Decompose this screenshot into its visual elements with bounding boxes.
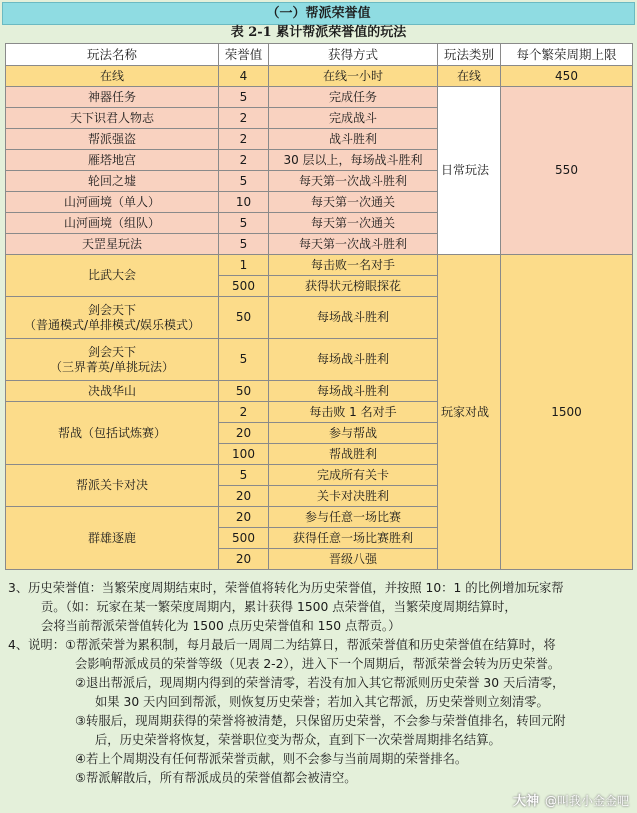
row-method: 帮战胜利 [269,444,438,465]
row-name: 在线 [6,66,219,87]
row-name: 山河画境（组队） [6,213,219,234]
row-method: 每击败 1 名对手 [269,402,438,423]
row-method: 每场战斗胜利 [269,381,438,402]
row-name [6,339,219,381]
row-method: 每场战斗胜利 [269,339,438,381]
table-title: 表 2-1 累计帮派荣誉值的玩法 [230,25,407,40]
header-category: 玩法类别 [438,44,501,66]
watermark-handle: @叫我小金金吧 [544,794,629,808]
row-value: 100 [219,444,269,465]
row-value: 20 [219,423,269,444]
limit-pvp: 1500 [501,255,633,570]
row-method: 关卡对决胜利 [269,486,438,507]
row-method: 完成任务 [269,87,438,108]
row-name: 山河画境（单人） [6,192,219,213]
row-name-line2: （三界菁英/单挑玩法） [49,359,175,374]
row-method: 参与帮战 [269,423,438,444]
row-method: 完成战斗 [269,108,438,129]
table-row [6,66,633,87]
row-name: 雁塔地宫 [6,150,219,171]
row-method: 每天第一次通关 [269,213,438,234]
note-3-line2: 贡。（如：玩家在某一繁荣度周期内，累计获得 1500 点荣誉值，当繁荣度周期结算时， [41,600,517,614]
row-value: 1 [219,255,269,276]
note-4-3-line1: ③转服后，现周期获得的荣誉将被清楚，只保留历史荣誉，不会参与荣誉值排名，转回元附 [75,714,566,728]
note-4-3-line2: 后，历史荣誉将恢复，荣誉职位变为帮众，直到下一次荣誉周期排名结算。 [95,733,501,747]
notes [8,579,632,788]
row-value: 5 [219,339,269,381]
header-value: 荣誉值 [219,44,269,66]
row-name: 帮派强盗 [6,129,219,150]
row-method: 晋级八强 [269,549,438,570]
note-3-line3: 会将当前帮派荣誉值转化为 1500 点历史荣誉值和 150 点帮贡。） [41,619,401,633]
row-method: 获得任意一场比赛胜利 [269,528,438,549]
row-value: 10 [219,192,269,213]
row-name: 天罡星玩法 [6,234,219,255]
row-method: 每天第一次通关 [269,192,438,213]
row-value: 50 [219,297,269,339]
row-method: 完成所有关卡 [269,465,438,486]
table-row [6,87,633,108]
row-value: 2 [219,129,269,150]
row-method: 在线一小时 [269,66,438,87]
row-value: 5 [219,234,269,255]
row-name: 比武大会 [6,255,219,297]
table-row [6,255,633,276]
note-3-line1: 3、历史荣誉值：当繁荣度周期结束时，荣誉值将转化为历史荣誉值，并按照 10：1 的比例增加玩家帮 [8,581,564,595]
row-category: 在线 [438,66,501,87]
row-method: 战斗胜利 [269,129,438,150]
category-pvp: 玩家对战 [438,255,501,570]
row-name: 天下识君人物志 [6,108,219,129]
category-daily: 日常玩法 [438,87,501,255]
row-method: 每击败一名对手 [269,255,438,276]
note-4-4: ④若上个周期没有任何帮派荣誉贡献，则不会参与当前周期的荣誉排名。 [75,752,468,766]
section-title: （一）帮派荣誉值 [2,2,635,25]
row-name: 群雄逐鹿 [6,507,219,570]
row-value: 2 [219,150,269,171]
row-value: 500 [219,528,269,549]
row-name: 轮回之墟 [6,171,219,192]
row-name-line1: 剑会天下 [87,344,136,359]
note-4-line2: 会影响帮派成员的荣誉等级（见表 2-2），进入下一个周期后，帮派荣誉会转为历史荣誉。 [75,657,561,671]
row-value: 4 [219,66,269,87]
row-name-line2: （普通模式/单排模式/娱乐模式） [23,317,201,332]
watermark [513,790,629,809]
watermark-brand: 大神 [512,794,539,809]
table-header-row [6,44,633,66]
row-method: 每天第一次战斗胜利 [269,234,438,255]
row-value: 20 [219,507,269,528]
row-value: 2 [219,402,269,423]
honor-table [5,43,633,570]
header-method: 获得方式 [269,44,438,66]
row-value: 500 [219,276,269,297]
row-name: 决战华山 [6,381,219,402]
header-name: 玩法名称 [6,44,219,66]
row-value: 20 [219,486,269,507]
row-method: 每天第一次战斗胜利 [269,171,438,192]
row-value: 50 [219,381,269,402]
note-4-2-line2: 如果 30 天内回到帮派，则恢复历史荣誉；若加入其它帮派，历史荣誉则立刻清零。 [95,695,549,709]
row-method: 30 层以上，每场战斗胜利 [269,150,438,171]
note-4-2-line1: ②退出帮派后，现周期内得到的荣誉清零，若没有加入其它帮派则历史荣誉 30 天后清零， [75,676,565,690]
row-name-line1: 剑会天下 [87,302,136,317]
row-method: 获得状元榜眼探花 [269,276,438,297]
row-name: 帮战（包括试炼赛） [6,402,219,465]
header-limit: 每个繁荣周期上限 [501,44,633,66]
row-value: 20 [219,549,269,570]
row-value: 5 [219,87,269,108]
row-value: 5 [219,465,269,486]
row-method: 参与任意一场比赛 [269,507,438,528]
row-name [6,297,219,339]
row-value: 5 [219,171,269,192]
row-name: 帮派关卡对决 [6,465,219,507]
note-4-5: ⑤帮派解散后，所有帮派成员的荣誉值都会被清空。 [75,771,357,785]
row-value: 2 [219,108,269,129]
row-value: 5 [219,213,269,234]
row-limit: 450 [501,66,633,87]
note-4-line1: 4、说明：①帮派荣誉为累积制，每月最后一周周二为结算日，帮派荣誉值和历史荣誉值在结算时，将 [8,638,556,652]
row-method: 每场战斗胜利 [269,297,438,339]
row-name: 神器任务 [6,87,219,108]
limit-daily: 550 [501,87,633,255]
